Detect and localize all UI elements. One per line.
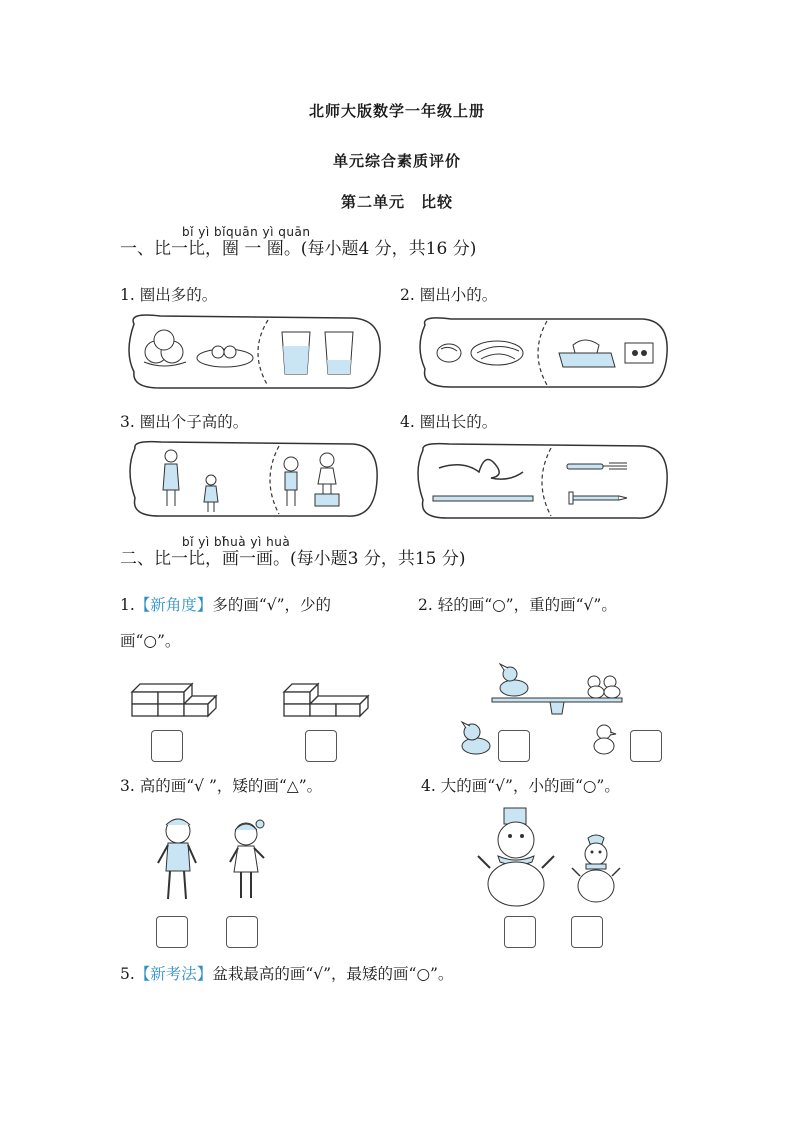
- s2-question-4: 4. 大的画“√”，小的画“○”。: [421, 777, 620, 795]
- s2-q5-text: 盆栽最高的画“√”，最矮的画“○”。: [212, 965, 454, 983]
- section-1-circle: [222, 225, 311, 259]
- s2-question-1: [120, 593, 331, 615]
- s2-q5-number: 5.: [120, 965, 135, 983]
- cube-stack-right: [282, 680, 372, 720]
- section-2-text-c: 。(每小题3 分，共15 分): [273, 549, 466, 569]
- peaches-cups-illustration: [120, 312, 385, 392]
- small-snowman-illustration: [572, 832, 622, 904]
- s1-question-4: 4. 圈出长的。: [400, 413, 498, 431]
- s2-q1-number: 1.: [120, 596, 135, 614]
- section-2-prefix: 二、: [120, 549, 154, 569]
- section-2-text-b: 画一画: [222, 549, 273, 569]
- ducks-icon: [588, 676, 620, 698]
- duck-small-icon: [590, 722, 618, 758]
- section-2-heading: [120, 535, 466, 569]
- answer-box-dog[interactable]: [498, 730, 530, 762]
- dog-icon: [500, 664, 528, 696]
- cube-stack-left: [130, 680, 220, 720]
- section-1-text-c: 。(每小题4 分，共16 分): [283, 239, 477, 259]
- answer-box-girl[interactable]: [226, 916, 258, 948]
- answer-box-duck[interactable]: [630, 730, 662, 762]
- s2-question-5: [120, 962, 453, 984]
- section-2-draw: [222, 535, 291, 569]
- answer-box-small-snowman[interactable]: [571, 916, 603, 948]
- answer-box-cubes-right[interactable]: [305, 730, 337, 762]
- s1-question-3: 3. 圈出个子高的。: [120, 413, 249, 431]
- section-1-prefix: 一、: [120, 239, 154, 259]
- pinyin-quanyiquan: quān yì quān: [226, 225, 311, 239]
- section-1-text-b: 圈 一 圈: [222, 239, 284, 259]
- page-title: 北师大版数学一年级上册: [308, 102, 485, 120]
- pinyin-huayihua: huà yì huà: [222, 535, 291, 549]
- girl-illustration: [224, 818, 272, 906]
- pole-icon: [433, 496, 533, 501]
- section-2-compare: [154, 535, 226, 569]
- cabbages-group: [437, 341, 523, 365]
- pinyin-biyibi-2: bǐ yì bǐ: [182, 535, 226, 549]
- answer-box-cubes-left[interactable]: [151, 730, 183, 762]
- dog-small-icon: [458, 720, 494, 760]
- s2-question-1-cont: 画“○”。: [120, 632, 181, 650]
- new-angle-tag: 【新角度】: [134, 596, 213, 614]
- s1-question-2: 2. 圈出小的。: [400, 286, 498, 304]
- section-1-compare: [154, 225, 226, 259]
- people-height-illustration: [125, 440, 380, 520]
- s2-q1-text: 多的画“√”，少的: [212, 596, 332, 614]
- seesaw-illustration: [492, 660, 627, 720]
- answer-box-big-snowman[interactable]: [504, 916, 536, 948]
- unit-title: 第二单元 比较: [340, 193, 453, 211]
- answer-box-boy[interactable]: [156, 916, 188, 948]
- pinyin-biyibi: bǐ yì bǐ: [182, 225, 226, 239]
- length-illustration: [413, 442, 671, 522]
- s1-question-1: 1. 圈出多的。: [120, 286, 218, 304]
- new-method-tag: 【新考法】: [134, 965, 213, 983]
- page-subtitle: 单元综合素质评价: [332, 152, 461, 170]
- section-1-heading: [120, 225, 477, 259]
- section-1-text-a: 比一比，: [154, 239, 222, 259]
- boy-illustration: [152, 815, 202, 905]
- cabbage-box-illustration: [415, 315, 670, 390]
- s2-question-3: 3. 高的画“√ ”，矮的画“△”。: [120, 777, 323, 795]
- s2-question-2: 2. 轻的画“○”，重的画“√”。: [418, 596, 617, 614]
- big-snowman-illustration: [476, 806, 556, 906]
- section-2-text-a: 比一比，: [154, 549, 222, 569]
